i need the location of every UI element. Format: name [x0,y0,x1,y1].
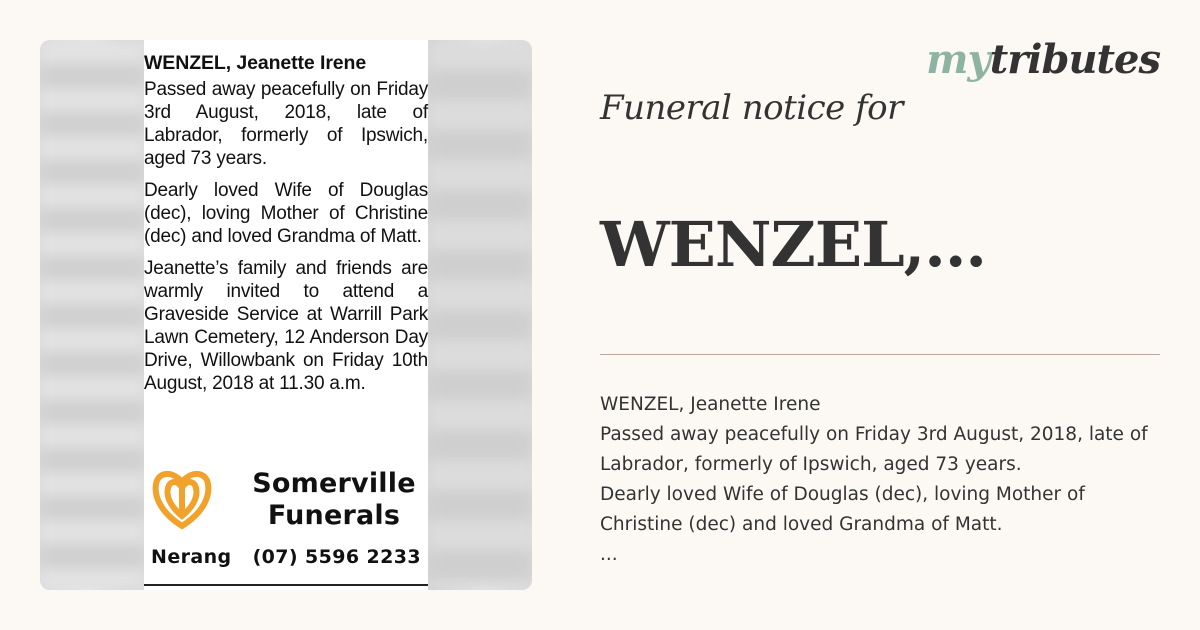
brand-part-tributes: tributes [989,36,1160,83]
notice-bottom-rule [144,584,428,586]
heart-logo-icon [150,466,214,532]
brand-part-my: my [926,36,990,83]
blurred-background-left [40,40,144,590]
divider [600,354,1160,355]
excerpt-ellipsis: ... [600,544,618,565]
newspaper-notice [144,40,428,590]
funeral-home-block [144,458,428,538]
notice-paragraph: Jeanette’s family and friends are warmly invited to attend a Graveside Service at Warrill Park Lawn Cemetery, 12 Anderson Day Drive, Willowbank on Friday 10th August, 2018 at 11.30 a.m. [144,258,428,394]
excerpt-line: WENZEL, Jeanette Irene [600,394,821,415]
page-subtitle: Funeral notice for [600,88,903,128]
notice-image-card [40,40,532,590]
funeral-home-contact: Nerang (07) 5596 2233 [151,546,421,568]
notice-paragraph: Passed away peacefully on Friday 3rd August, 2018, late of Labrador, formerly of Ipswich, aged 73 years. [144,79,428,169]
funeral-home-name [234,468,434,532]
notice-excerpt [600,390,1160,570]
notice-title: WENZEL, Jeanette Irene [144,52,367,74]
blurred-background-right [428,40,532,590]
excerpt-line: Passed away peacefully on Friday 3rd August, 2018, late of Labrador, formerly of Ipswich, aged 73 years. [600,424,1148,475]
funeral-home-name-line2: Funerals [267,500,401,531]
notice-paragraph: Dearly loved Wife of Douglas (dec), loving Mother of Christine (dec) and loved Grandma of Matt. [144,180,428,247]
funeral-home-name-line1: Somerville [252,468,416,499]
excerpt-line: Dearly loved Wife of Douglas (dec), loving Mother of Christine (dec) and loved Grandma of Matt. [600,484,1085,535]
mytributes-logo[interactable] [926,36,1160,83]
deceased-name: WENZEL,... [600,208,987,281]
